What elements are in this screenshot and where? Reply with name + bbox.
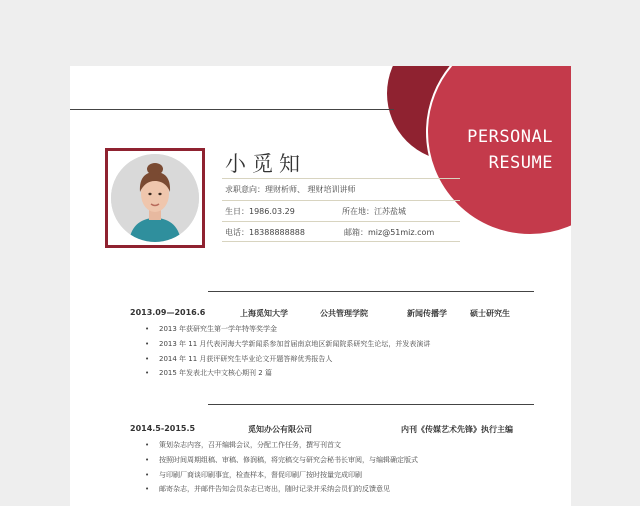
list-item: • 与印刷厂商谈印刷事宜，检查样本，督促印刷厂按时按量完成印刷 [145,468,418,483]
info-divider [222,221,460,222]
work-list [145,438,418,497]
banner-line-2: RESUME [488,153,553,173]
education-divider [208,291,534,292]
candidate-name: 小觅知 [225,152,306,176]
work-position: 内刊《传媒艺术先锋》执行主编 [401,425,513,434]
info-divider [222,178,460,179]
education-list [145,322,430,381]
education-school: 上海觅知大学 [240,309,288,318]
list-item: • 2014 年 11 月获评研究生毕业论文开题答辩优秀报告人 [145,352,430,367]
location: 所在地：江苏盐城 [342,207,406,216]
email: 邮箱：miz@51miz.com [344,228,435,237]
phone: 电话：18388888888 [225,228,305,237]
job-objective: 求职意向：理财析师、 理财培训讲师 [225,185,356,194]
banner-line-1: PERSONAL [467,127,553,147]
info-divider [222,241,460,242]
work-divider [208,404,534,405]
education-major: 新闻传播学 [407,309,447,318]
banner-title [467,124,553,176]
work-period: 2014.5-2015.5 [130,424,196,433]
education-college: 公共管理学院 [320,309,368,318]
resume-page [70,66,571,506]
list-item: • 策划杂志内容，召开编辑会议，分配工作任务，撰写刊首文 [145,438,418,453]
profile-photo-frame [105,148,205,248]
list-item: • 2013 年 11 月代表河海大学新闻系参加首届南京地区新闻院系研究生论坛，并发表演讲 [145,337,430,352]
portrait-illustration [111,154,199,242]
info-divider [222,200,460,201]
header-divider [70,109,394,110]
education-period: 2013.09—2016.6 [130,308,206,317]
list-item: • 2013 年获研究生第一学年特等奖学金 [145,322,430,337]
birth-date: 生日：1986.03.29 [225,207,295,216]
list-item: • 2015 年发表北大中文核心期刊 2 篇 [145,366,430,381]
education-degree: 硕士研究生 [470,309,510,318]
work-company: 觅知办公有限公司 [248,425,312,434]
list-item: • 邮寄杂志，并邮件告知会员杂志已寄出，随时记录并采纳会员们的反馈意见 [145,482,418,497]
list-item: • 按照时间周期组稿、审稿、修润稿，将完稿交与研究会秘书长审阅，与编辑确定版式 [145,453,418,468]
profile-photo [111,154,199,242]
